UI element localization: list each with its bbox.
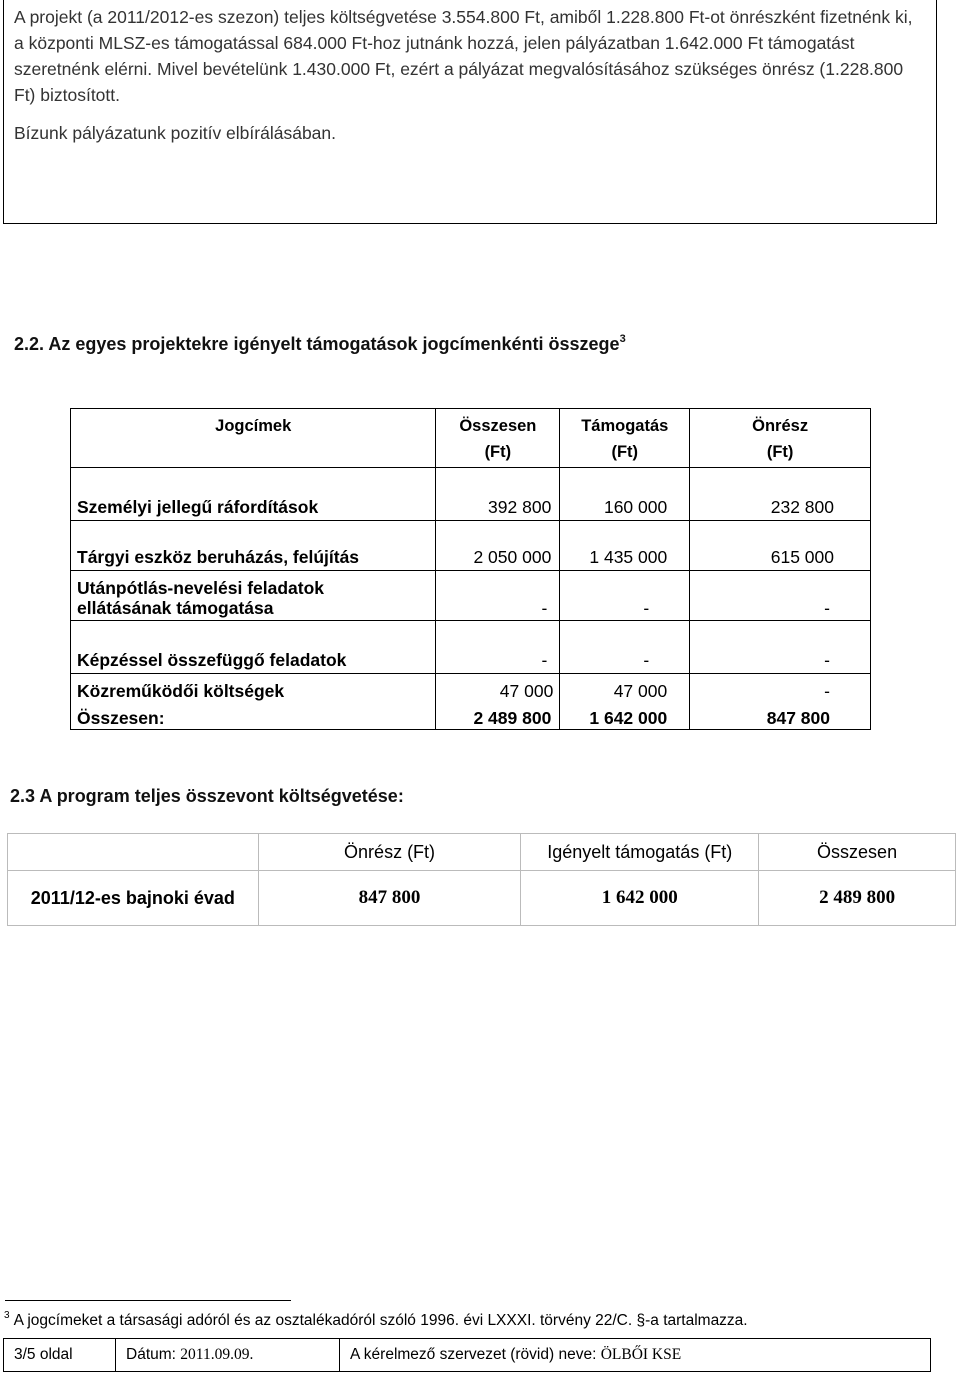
summary-budget-table (7, 833, 956, 926)
row-support: - (560, 571, 690, 621)
table-row (71, 571, 871, 621)
summary-row-total: 2 489 800 (759, 871, 956, 926)
table-header-row (71, 409, 871, 468)
summary-header-osszesen: Összesen (759, 834, 956, 871)
sum-total: 2 489 800 (436, 702, 560, 730)
row-support: 160 000 (560, 468, 690, 521)
row-label: Személyi jellegű ráfordítások (71, 468, 436, 521)
row-own: - (690, 571, 871, 621)
page-footer (3, 1338, 931, 1372)
summary-row-support: 1 642 000 (521, 871, 759, 926)
row-own: 232 800 (690, 468, 871, 521)
row-label: Tárgyi eszköz beruházás, felújítás (71, 521, 436, 571)
col-header-tamogatas: Támogatás (Ft) (560, 409, 690, 468)
summary-row-own: 847 800 (258, 871, 521, 926)
summary-header-row (8, 834, 956, 871)
row-total: 47 000 (436, 674, 560, 703)
row-support: 47 000 (560, 674, 690, 703)
row-own: 615 000 (690, 521, 871, 571)
summary-header-empty (8, 834, 259, 871)
row-total: - (436, 621, 560, 674)
sum-label: Összesen: (71, 702, 436, 730)
footnote-text: A jogcímeket a társasági adóról és az osztalékadóról szóló 1996. évi LXXXI. törvény 22/C. §-a tartalmazza. (13, 1312, 748, 1329)
row-label: Képzéssel összefüggő feladatok (71, 621, 436, 674)
table-row (71, 674, 871, 703)
table-row (71, 468, 871, 521)
summary-header-tamogatas: Igényelt támogatás (Ft) (521, 834, 759, 871)
footer-date: Dátum: 2011.09.09. (116, 1339, 340, 1371)
footnote (4, 1310, 748, 1330)
footer-org: A kérelmező szervezet (rövid) neve: ÖLBŐI KSE (350, 1346, 682, 1363)
summary-header-onresz: Önrész (Ft) (258, 834, 521, 871)
footnote-ref: 3 (619, 333, 626, 345)
row-support: - (560, 621, 690, 674)
row-own: - (690, 621, 871, 674)
intro-closing: Bízunk pályázatunk pozitív elbírálásában. (14, 123, 336, 143)
row-total: 2 050 000 (436, 521, 560, 571)
table-sum-row (71, 702, 871, 730)
intro-text-box (3, 0, 937, 224)
table-row (71, 521, 871, 571)
table-row (71, 621, 871, 674)
row-total: 392 800 (436, 468, 560, 521)
footnote-separator (5, 1300, 291, 1301)
row-total: - (436, 571, 560, 621)
col-header-jogcimek: Jogcímek (71, 409, 436, 468)
footer-page: 3/5 oldal (4, 1339, 116, 1371)
summary-row-label: 2011/12-es bajnoki évad (8, 871, 259, 926)
row-own: - (690, 674, 871, 703)
col-header-osszesen: Összesen (Ft) (436, 409, 560, 468)
section-2-3-title: 2.3 A program teljes összevont költségvetése: (10, 786, 404, 806)
row-label: Utánpótlás-nevelési feladatok ellátásának támogatása (71, 571, 436, 621)
summary-row (8, 871, 956, 926)
intro-paragraph: A projekt (a 2011/2012-es szezon) teljes költségvetése 3.554.800 Ft, amiből 1.228.800 Ft-ot önrészként fizetnénk ki, a központi MLSZ-es támogatással 684.000 Ft-hoz jutnánk hozzá, jelen pályázatban 1.642.000 Ft támogatást szeretnénk elérni. Mivel bevételünk 1.430.000 Ft, ezért a pályázat megvalósításához szükséges önrész (1.228.800 Ft) biztosított. (14, 7, 913, 105)
sum-support: 1 642 000 (560, 702, 690, 730)
grant-items-table (70, 408, 871, 730)
row-label: Közreműködői költségek (71, 674, 436, 703)
section-2-2-title-text: 2.2. Az egyes projektekre igényelt támogatások jogcímenkénti összege (14, 334, 620, 354)
row-support: 1 435 000 (560, 521, 690, 571)
sum-own: 847 800 (690, 702, 871, 730)
footnote-number: 3 (4, 1310, 10, 1321)
section-2-2-title (14, 333, 626, 355)
col-header-onresz: Önrész (Ft) (690, 409, 871, 468)
